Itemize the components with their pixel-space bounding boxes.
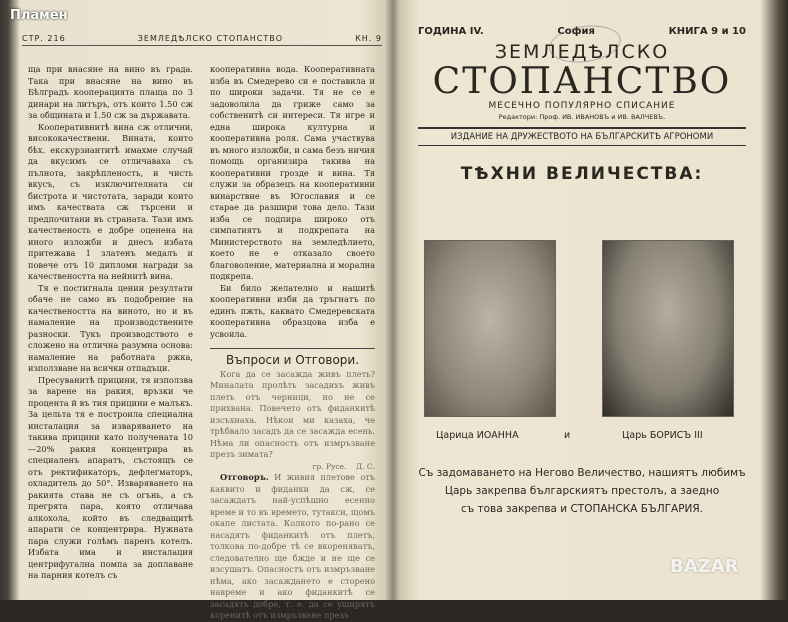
left-page [22, 34, 382, 620]
brand-watermark: BAZAR [670, 556, 739, 577]
answer-label: Отговоръ. [220, 472, 269, 482]
editors: Редактори: Проф. ИВ. ИВАНОВЪ и ИВ. ВАЛЧЕВЪ. [498, 113, 666, 121]
magazine-subtitle: МЕСЕЧНО ПОПУЛЯРНО СПИСАНИЕ [488, 101, 676, 111]
answer-text [210, 472, 375, 622]
paragraph: ща при внасяне на вино въ града. Така при внасяне на вино въ Бѣлградъ кооперацията плаща по 3 динари на литъръ, отъ които 1.50 сж за общината и 1.50 сж за държавата. [28, 64, 193, 120]
signature-name: Д. С. [356, 461, 375, 471]
paragraph: Кооперативнитѣ вина сж отлични, висококачествени. Вината, които бѣх. екскурзиантитѣ имахме случай да вкусимъ се отличаваха съ пълнота, закрѣпленость, и чисть вкусъ, съ изключителната си бистрота и чистотата, заради които имъ качествата сж търсени и предпочитани въ страната. Тази имъ качественость е добре оценена на иного изложби и днесъ избата притежава 1 златенъ медалъ и повече отъ 10 дипломи награди за качествеността на нейнитѣ вина. [28, 121, 193, 281]
book-number: КН. 9 [355, 34, 382, 43]
paragraph: Тя е постигнала цении резултати обаче не само въ подобрение на качествеността на виното, но и въ намаление на производствените разноски. Тукъ производството е сложено на отлична разумна основа: намаление на работната ржка, използване на всички отпадъци. [28, 282, 193, 373]
book-issue: КНИГА 9 и 10 [668, 26, 746, 37]
announcement-line: Съ задомаването на Негово Величество, нашиятъ любимъ Царь закрепва българскиятъ престолъ, а заедно [418, 467, 746, 497]
question-text: Кога да се засажда живъ плеть? Миналата пролѣть засадихъ живъ плеть отъ черници, но не се прихвана. Повечето отъ фиданкитѣ изсъхнаха. Нѣкои ми казаха, че трѣбвало засадъ да се засажда есень. Нѣма ли опасность отъ измръзване презъ зимата? [210, 368, 375, 459]
caption-queen: Царица ИОАННА [436, 430, 519, 441]
paragraph: Пресуванитѣ прицини, тя използва за варене на ракия, връзки че процента й въ тия прицини е малъкъ. За цельта тя е построила специална инсталация за изваряването на такива прицини като получената 10—20% ракия концентрира въ специаленъ апаратъ, състоящъ се отъ ректификаторъ, дефлегматоръ, охладитель до 50°. Изваряването на ракията става не съ огънь, а съ прегрята пара, която отличава алкохола, който въ следващитѣ апарати се концентрира. Нужната пара служи голѣмъ паренъ котелъ. Избата има и инсталация центрифугална помпа за доплаване на парния котелъ съ [28, 374, 193, 580]
question-signature [210, 461, 375, 473]
page-number: СТР. 216 [22, 34, 66, 43]
city: София [557, 26, 595, 37]
paragraph: кооперативна вода. Кооперативната изба въ Смедерево си е поставила и по широки задачи. Тя не се е задоволила да гриже само за собственитѣ си интереси. Тя игре и една широка културна и кооперативна роля. Сама участвува въ много изложби, и сама безъ ничия помощь организира такива на кооперативни грозде и вина. Тя служи за образецъ на кооперативни винарствие въ Югославия и се старае да разшири това дело. Тази изба се подпира широко отъ симпатиятъ и подкрепата на Министерството на земледѣлието, което не е отказало своето благоволение, материална и морална подкрепа. [210, 64, 375, 281]
right-column [210, 64, 375, 622]
paragraph: Би било желателно и нашитѣ кооперативни изби да тръгнатъ по единъ пжть, каквато Смедеревската кооперативна образцова изба е усвоила. [210, 282, 375, 339]
right-page [404, 20, 760, 595]
king-portrait [602, 240, 734, 417]
site-watermark: Пламен [10, 8, 68, 23]
left-column [28, 64, 193, 582]
left-page-header [22, 34, 382, 46]
announcement [414, 464, 750, 518]
announcement-line: съ това закрепва и СТОПАНСКА БЪЛГАРИЯ. [460, 503, 704, 515]
magazine-title-line1: ЗЕМЛЕДѢЛСКО [494, 41, 670, 63]
running-title: ЗЕМЛЕДѢЛСКО СТОПАНСТВО [137, 34, 283, 43]
magazine-title-line2: СТОПАНСТВО [432, 61, 732, 102]
signature-place: гр. Русе. [312, 461, 347, 471]
year: ГОДИНА IV. [418, 26, 484, 37]
publisher: ИЗДАНИЕ НА ДРУЖЕСТВОТО НА БЪЛГАРСКИТѢ АГРОНОМИ [418, 127, 746, 146]
section-title: Въпроси и Отговори. [210, 348, 375, 367]
caption-and: и [564, 430, 571, 441]
caption-king: Царь БОРИСЪ III [622, 430, 703, 441]
answer-body: И живия плетове отъ каквито и фиданки да сж, се засаждатъ най-успѣшно есенно време и то въ времето, тутакси, щомъ окапе листата. Колкото по-рано се насадятъ фиданкитѣ отъ плетъ, толкова по-добре тѣ се вкореняватъ, следователно ще бжде и не ще се изсушатъ. Опасностъ отъ измръзване нѣма, ако засаждането е сторено навреме и ако фиданкитѣ се засадятъ добре, т. е. да се уширятъ коренитѣ отъ измръзване презъ [210, 472, 375, 620]
majesties-heading: ТѢХНИ ВЕЛИЧЕСТВА: [460, 164, 704, 184]
queen-portrait [424, 240, 556, 417]
